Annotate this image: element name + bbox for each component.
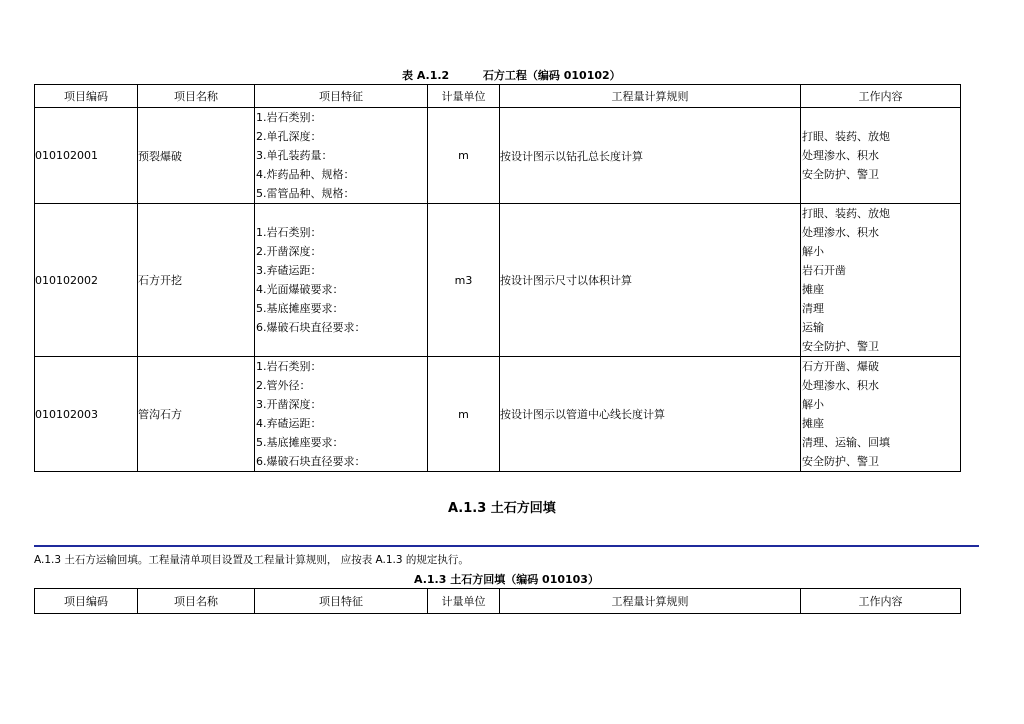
work-line: 运输 bbox=[802, 321, 824, 334]
table-row bbox=[35, 108, 961, 204]
work-line: 清理 bbox=[802, 302, 824, 315]
work-line: 打眼、装药、放炮 bbox=[802, 130, 890, 143]
item-features bbox=[255, 108, 428, 204]
section-heading: A.1.3 土石方回填 bbox=[448, 501, 556, 516]
item-unit: m bbox=[428, 108, 500, 204]
header-rule: 工程量计算规则 bbox=[500, 589, 801, 614]
item-unit: m bbox=[428, 357, 500, 472]
item-features bbox=[255, 204, 428, 357]
work-line: 解小 bbox=[802, 398, 824, 411]
section-divider bbox=[34, 545, 979, 547]
feature-line: 2.单孔深度： bbox=[256, 130, 322, 143]
table-header-row bbox=[35, 85, 961, 108]
header-unit: 计量单位 bbox=[428, 589, 500, 614]
item-work bbox=[801, 204, 961, 357]
header-work: 工作内容 bbox=[801, 85, 961, 108]
work-line: 处理渗水、积水 bbox=[802, 226, 879, 239]
work-line: 岩石开凿 bbox=[802, 264, 846, 277]
item-work bbox=[801, 108, 961, 204]
work-line: 处理渗水、积水 bbox=[802, 379, 879, 392]
item-rule: 按设计图示以管道中心线长度计算 bbox=[500, 357, 801, 472]
work-line: 解小 bbox=[802, 245, 824, 258]
work-line: 安全防护、警卫 bbox=[802, 455, 879, 468]
item-name: 管沟石方 bbox=[138, 357, 255, 472]
item-features bbox=[255, 357, 428, 472]
item-name: 预裂爆破 bbox=[138, 108, 255, 204]
feature-line: 2.开凿深度： bbox=[256, 245, 322, 258]
stone-works-table bbox=[34, 84, 961, 472]
work-line: 安全防护、警卫 bbox=[802, 168, 879, 181]
work-line: 清理、运输、回填 bbox=[802, 436, 890, 449]
feature-line: 5.基底摊座要求： bbox=[256, 436, 344, 449]
feature-line: 3.开凿深度： bbox=[256, 398, 322, 411]
item-code: 010102001 bbox=[35, 108, 138, 204]
header-work: 工作内容 bbox=[801, 589, 961, 614]
feature-line: 4.弃碴运距： bbox=[256, 417, 322, 430]
feature-line: 5.雷管品种、规格： bbox=[256, 187, 355, 200]
table-subtitle: 石方工程（编码 010102） bbox=[482, 69, 621, 82]
header-rule: 工程量计算规则 bbox=[500, 85, 801, 108]
work-line: 打眼、装药、放炮 bbox=[802, 207, 890, 220]
header-code: 项目编码 bbox=[35, 589, 138, 614]
work-line: 石方开凿、爆破 bbox=[802, 360, 879, 373]
section-note: A.1.3 土石方运输回填。工程量清单项目设置及工程量计算规则， 应按表 A.1.3 的规定执行。 bbox=[34, 554, 469, 566]
feature-line: 1.岩石类别： bbox=[256, 360, 322, 373]
feature-line: 2.管外径： bbox=[256, 379, 311, 392]
item-rule: 按设计图示尺寸以体积计算 bbox=[500, 204, 801, 357]
table2-title: A.1.3 土石方回填（编码 010103） bbox=[414, 573, 599, 586]
table-title bbox=[402, 67, 621, 83]
work-line: 摊座 bbox=[802, 417, 824, 430]
header-code: 项目编码 bbox=[35, 85, 138, 108]
item-unit: m3 bbox=[428, 204, 500, 357]
feature-line: 5.基底摊座要求： bbox=[256, 302, 344, 315]
item-work bbox=[801, 357, 961, 472]
item-code: 010102003 bbox=[35, 357, 138, 472]
header-features: 项目特征 bbox=[255, 85, 428, 108]
feature-line: 4.光面爆破要求： bbox=[256, 283, 344, 296]
table-header-row bbox=[35, 589, 961, 614]
table-number: 表 A.1.2 bbox=[402, 69, 450, 82]
feature-line: 4.炸药品种、规格： bbox=[256, 168, 355, 181]
feature-line: 3.弃碴运距： bbox=[256, 264, 322, 277]
header-name: 项目名称 bbox=[138, 85, 255, 108]
feature-line: 6.爆破石块直径要求： bbox=[256, 455, 366, 468]
earth-backfill-table bbox=[34, 588, 961, 614]
item-code: 010102002 bbox=[35, 204, 138, 357]
table-row bbox=[35, 357, 961, 472]
header-features: 项目特征 bbox=[255, 589, 428, 614]
header-unit: 计量单位 bbox=[428, 85, 500, 108]
work-line: 摊座 bbox=[802, 283, 824, 296]
work-line: 安全防护、警卫 bbox=[802, 340, 879, 353]
table-row bbox=[35, 204, 961, 357]
feature-line: 1.岩石类别： bbox=[256, 111, 322, 124]
header-name: 项目名称 bbox=[138, 589, 255, 614]
item-rule: 按设计图示以钻孔总长度计算 bbox=[500, 108, 801, 204]
feature-line: 1.岩石类别： bbox=[256, 226, 322, 239]
feature-line: 3.单孔装药量： bbox=[256, 149, 333, 162]
item-name: 石方开挖 bbox=[138, 204, 255, 357]
feature-line: 6.爆破石块直径要求： bbox=[256, 321, 366, 334]
work-line: 处理渗水、积水 bbox=[802, 149, 879, 162]
